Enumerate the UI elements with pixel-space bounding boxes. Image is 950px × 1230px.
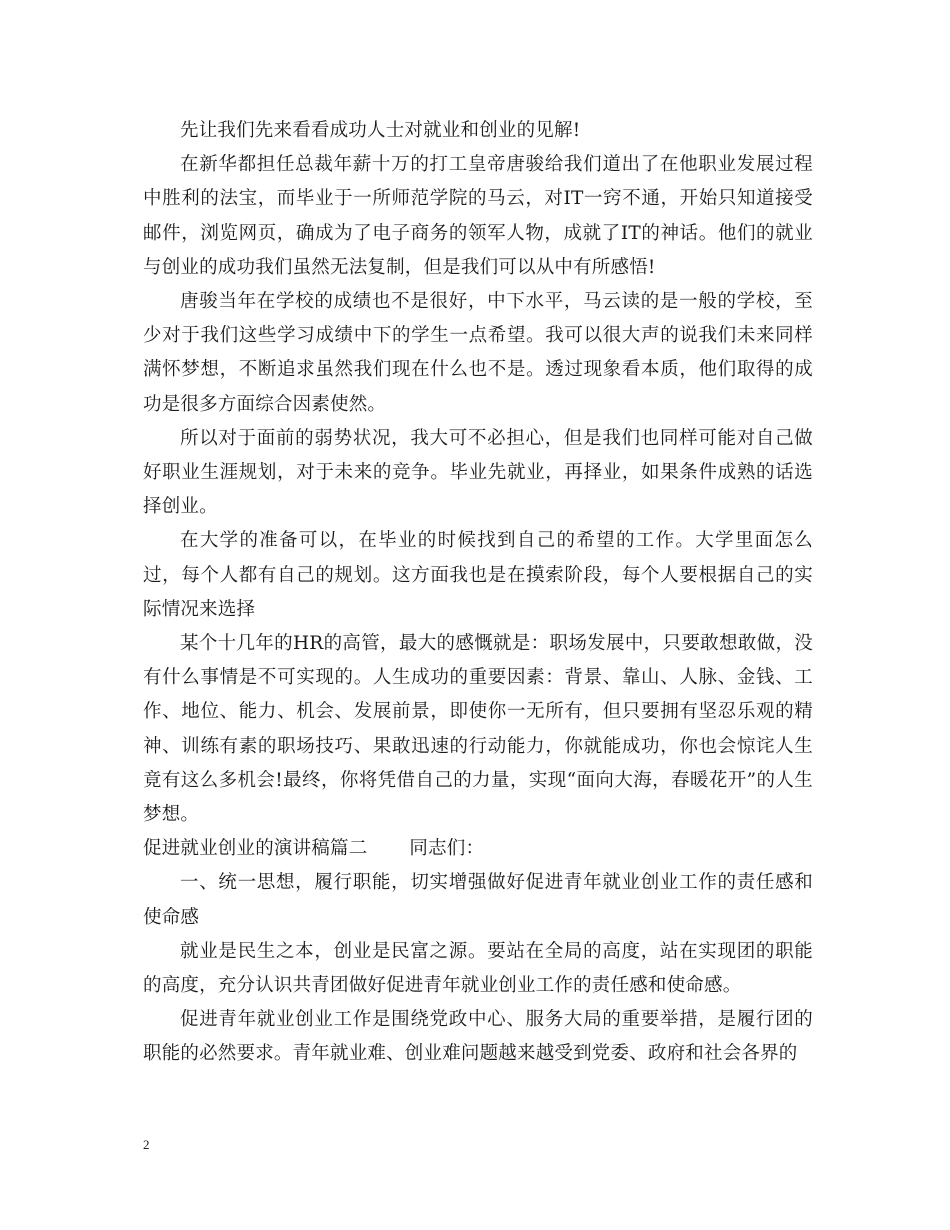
paragraph: 促进青年就业创业工作是围绕党政中心、服务大局的重要举措，是履行团的职能的必然要求。青年就业难、创业难问题越来越受到党委、政府和社会各界的: [143, 1009, 813, 1065]
page-number: 2: [143, 1137, 150, 1152]
paragraph: 所以对于面前的弱势状况，我大可不必担心，但是我们也同样可能对自己做好职业生涯规划，对于未来的竞争。毕业先就业，再择业，如果条件成熟的话选择创业。: [143, 427, 813, 518]
salutation: 同志们：: [409, 838, 485, 860]
paragraph: 就业是民生之本，创业是民富之源。要站在全局的高度，站在实现团的职能的高度，充分认识共青团做好促进青年就业创业工作的责任感和使命感。: [143, 940, 813, 997]
paragraph: 在新华都担任总裁年薪十万的打工皇帝唐骏给我们道出了在他职业发展过程中胜利的法宝，而毕业于一所师范学院的马云，对IT一窍不通，开始只知道接受邮件，浏览网页，确成为了电子商务的领军人物，成就了IT的神话。他们的就业与创业的成功我们虽然无法复制，但是我们可以从中有所感悟!: [143, 154, 813, 278]
section-heading: [143, 832, 813, 866]
paragraph: 一、统一思想，履行职能，切实增强做好促进青年就业创业工作的责任感和使命感: [143, 872, 813, 928]
section-title: 促进就业创业的演讲稿篇二: [143, 838, 368, 860]
paragraph: 唐骏当年在学校的成绩也不是很好，中下水平，马云读的是一般的学校，至少对于我们这些学习成绩中下的学生一点希望。我可以很大声的说我们未来同样满怀梦想，不断追求虽然我们现在什么也不是。透过现象看本质，他们取得的成功是很多方面综合因素使然。: [143, 291, 813, 415]
paragraph: 某个十几年的HR的高管，最大的感慨就是：职场发展中，只要敢想敢做，没有什么事情是不可实现的。人生成功的重要因素：背景、靠山、人脉、金钱、工作、地位、能力、机会、发展前景，即使你一无所有，但只要拥有坚忍乐观的精神、训练有素的职场技巧、果敢迅速的行动能力，你就能成功，你也会惊诧人生竟有这么多机会!最终，你将凭借自己的力量，实现“面向大海，春暖花开”的人生梦想。: [143, 633, 813, 826]
document-body: [143, 114, 813, 1072]
paragraph: 在大学的准备可以，在毕业的时候找到自己的希望的工作。大学里面怎么过，每个人都有自己的规划。这方面我也是在摸索阶段，每个人要根据自己的实际情况来选择: [143, 530, 813, 620]
paragraph: 先让我们先来看看成功人士对就业和创业的见解!: [180, 120, 581, 141]
